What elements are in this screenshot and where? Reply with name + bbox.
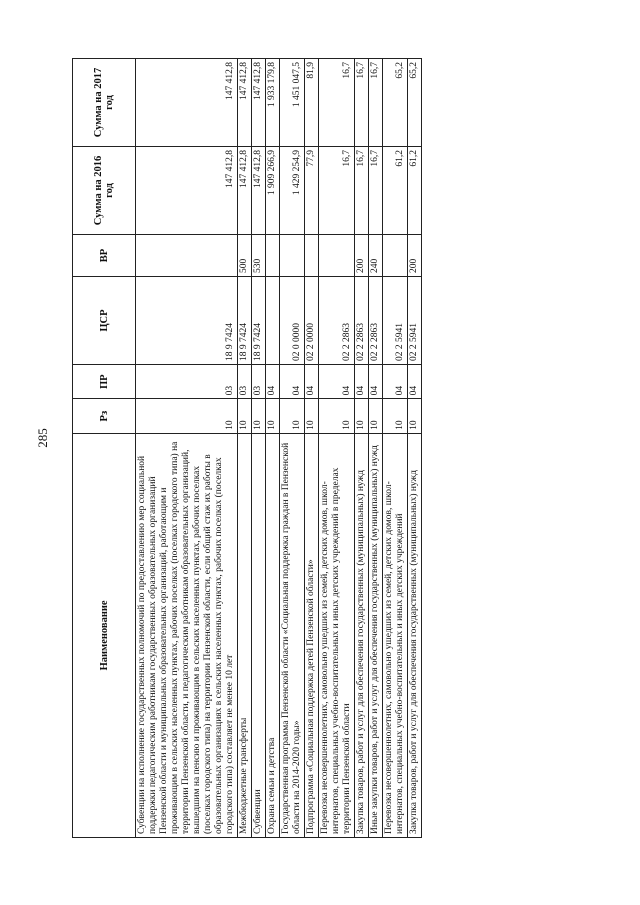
row-csr: 02 2 2863 xyxy=(369,277,383,365)
row-pr: 04 xyxy=(369,365,383,399)
row-pr: 03 xyxy=(238,365,252,399)
row-csr: 18 9 7424 xyxy=(238,277,252,365)
row-rz: 10 xyxy=(252,399,266,433)
row-vr: 500 xyxy=(238,234,252,276)
row-csr: 18 9 7424 xyxy=(136,277,238,365)
table-row xyxy=(408,59,422,838)
table-row xyxy=(355,59,369,838)
row-rz: 10 xyxy=(266,399,280,433)
header-sum-2017: Сумма на 2017 год xyxy=(73,59,136,147)
row-sum-2016: 61,2 xyxy=(408,147,422,235)
row-sum-2017: 65,2 xyxy=(408,59,422,147)
row-sum-2016: 1 429 254,9 xyxy=(280,147,305,235)
rotated-table-container xyxy=(72,58,592,838)
header-vr: ВР xyxy=(73,234,136,276)
row-csr: 18 9 7424 xyxy=(252,277,266,365)
row-sum-2016: 16,7 xyxy=(355,147,369,235)
table-row xyxy=(319,59,355,838)
row-pr: 04 xyxy=(266,365,280,399)
table-row xyxy=(238,59,252,838)
table-header-row xyxy=(73,59,136,838)
row-sum-2016: 147 412,8 xyxy=(252,147,266,235)
row-pr: 03 xyxy=(252,365,266,399)
row-rz: 10 xyxy=(383,399,408,433)
row-csr: 02 2 2863 xyxy=(355,277,369,365)
header-name: Наименование xyxy=(73,433,136,837)
row-sum-2017: 65,2 xyxy=(383,59,408,147)
row-rz: 10 xyxy=(355,399,369,433)
row-rz: 10 xyxy=(408,399,422,433)
row-sum-2017: 1 933 179,8 xyxy=(266,59,280,147)
row-rz: 10 xyxy=(238,399,252,433)
row-name: Государственная программа Пензенской области «Социальная поддержка граждан в Пензенской области на 2014-2020 годы» xyxy=(280,433,305,837)
row-csr: 02 2 2863 xyxy=(319,277,355,365)
table-row xyxy=(266,59,280,838)
table-row xyxy=(136,59,238,838)
row-sum-2016: 147 412,8 xyxy=(238,147,252,235)
row-name: Субвенции на исполнение государственных полномочий по предоставлению мер социальной поддержки педагогическим работникам государственных образовательных организаций Пензенской области и муниципальных образовательных организаций, работающим и проживающим в сельских населенных пунктах, рабочих поселках (поселках городского типа) на территории Пензенской области, и педагогическим работникам образовательных организаций, вышедшим на пенсию и проживающим в сельских населенных пунктах, рабочих поселках (поселках городского типа) на территории Пензенской области, если общий стаж их работы в образовательных организациях в сельских населенных пунктах, рабочих поселках (поселках городского типа) составляет не менее 10 лет xyxy=(136,433,238,837)
row-vr xyxy=(280,234,305,276)
table-row xyxy=(305,59,319,838)
row-sum-2017: 1 451 047,5 xyxy=(280,59,305,147)
row-sum-2017: 16,7 xyxy=(319,59,355,147)
table-row xyxy=(280,59,305,838)
row-sum-2017: 147 412,8 xyxy=(252,59,266,147)
header-sum-2016: Сумма на 2016 год xyxy=(73,147,136,235)
page-number: 285 xyxy=(35,428,50,448)
row-sum-2016: 61,2 xyxy=(383,147,408,235)
row-vr xyxy=(266,234,280,276)
row-vr xyxy=(319,234,355,276)
row-sum-2016: 16,7 xyxy=(369,147,383,235)
row-vr: 240 xyxy=(369,234,383,276)
row-rz: 10 xyxy=(280,399,305,433)
row-pr: 04 xyxy=(408,365,422,399)
row-sum-2017: 16,7 xyxy=(355,59,369,147)
row-name: Перевозка несовершеннолетних, самовольно ушедших из семей, детских домов, школ-интернатов, специальных учебно-воспитательных и иных детских учреждений в пределах территории Пензенской области xyxy=(319,433,355,837)
row-pr: 04 xyxy=(280,365,305,399)
row-csr: 02 2 5941 xyxy=(383,277,408,365)
header-csr: ЦСР xyxy=(73,277,136,365)
row-pr: 04 xyxy=(305,365,319,399)
row-name: Перевозка несовершеннолетних, самовольно ушедших из семей, детских домов, школ-интернатов, специальных учебно-воспитательных и иных детских учреждений xyxy=(383,433,408,837)
row-name: Субвенции xyxy=(252,433,266,837)
row-vr: 530 xyxy=(252,234,266,276)
row-name: Охрана семьи и детства xyxy=(266,433,280,837)
row-csr: 02 0 0000 xyxy=(280,277,305,365)
row-csr: 02 2 0000 xyxy=(305,277,319,365)
row-vr: 200 xyxy=(355,234,369,276)
row-csr: 02 2 5941 xyxy=(408,277,422,365)
row-name: Закупка товаров, работ и услуг для обеспечения государственных (муниципальных) нужд xyxy=(355,433,369,837)
row-sum-2017: 16,7 xyxy=(369,59,383,147)
row-rz: 10 xyxy=(369,399,383,433)
header-pr: ПР xyxy=(73,365,136,399)
row-rz: 10 xyxy=(319,399,355,433)
row-pr: 04 xyxy=(355,365,369,399)
row-pr: 04 xyxy=(319,365,355,399)
row-vr xyxy=(136,234,238,276)
row-csr xyxy=(266,277,280,365)
row-sum-2016: 16,7 xyxy=(319,147,355,235)
row-pr: 04 xyxy=(383,365,408,399)
header-rz: Рз xyxy=(73,399,136,433)
row-vr: 200 xyxy=(408,234,422,276)
table-row xyxy=(252,59,266,838)
row-sum-2016: 77,9 xyxy=(305,147,319,235)
table-row xyxy=(369,59,383,838)
row-sum-2017: 147 412,8 xyxy=(136,59,238,147)
row-vr xyxy=(383,234,408,276)
row-pr: 03 xyxy=(136,365,238,399)
row-vr xyxy=(305,234,319,276)
budget-table xyxy=(72,58,422,838)
row-name: Закупка товаров, работ и услуг для обеспечения государственных (муниципальных) нужд xyxy=(408,433,422,837)
row-sum-2017: 147 412,8 xyxy=(238,59,252,147)
row-sum-2016: 1 909 266,9 xyxy=(266,147,280,235)
row-sum-2016: 147 412,8 xyxy=(136,147,238,235)
row-rz: 10 xyxy=(136,399,238,433)
row-name: Межбюджетные трансферты xyxy=(238,433,252,837)
table-row xyxy=(383,59,408,838)
row-rz: 10 xyxy=(305,399,319,433)
row-name: Иные закупки товаров, работ и услуг для обеспечения государственных (муниципальных) нужд xyxy=(369,433,383,837)
row-sum-2017: 81,9 xyxy=(305,59,319,147)
row-name: Подпрограмма «Социальная поддержка детей Пензенской области» xyxy=(305,433,319,837)
